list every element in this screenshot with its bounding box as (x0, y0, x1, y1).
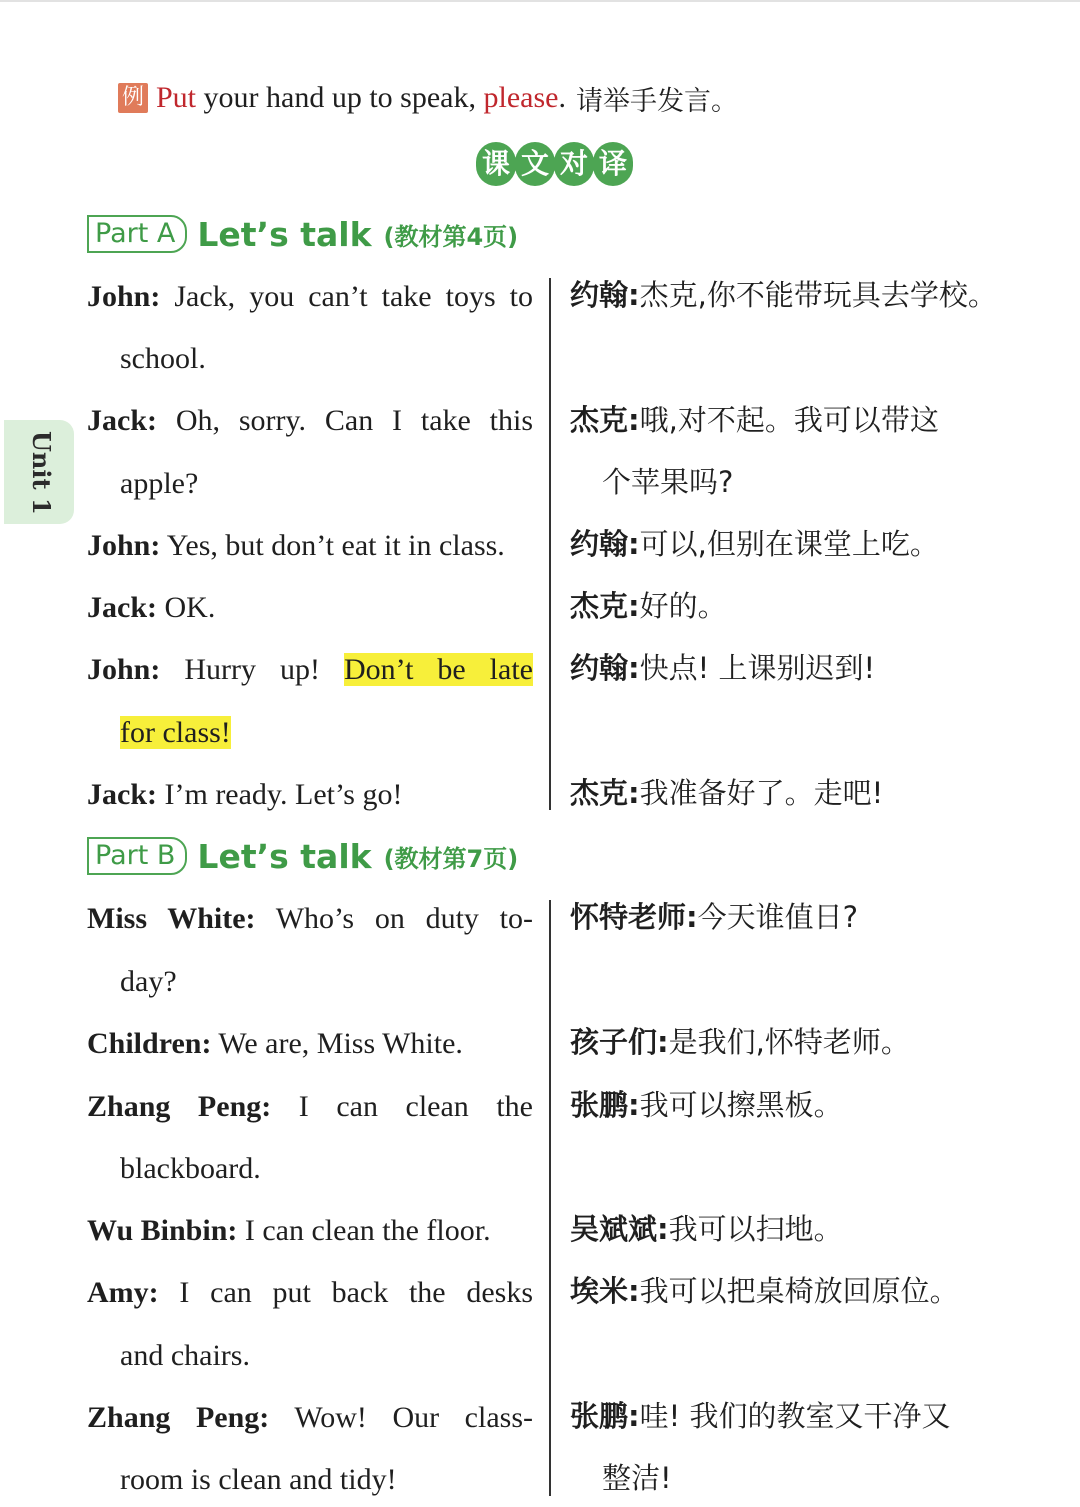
section-pill (476, 142, 632, 186)
dialogue-line: and chairs. (120, 1339, 250, 1372)
translation-line: 杰克:我准备好了。走吧! (570, 776, 884, 810)
pill-char: 课 (476, 142, 516, 186)
dialogue-line: John: Jack, you can’t take toys to (87, 280, 533, 313)
translation-line: 整洁! (602, 1461, 672, 1495)
dialogue-line: Children: We are, Miss White. (87, 1027, 463, 1060)
dialogue-line: Jack: I’m ready. Let’s go! (87, 778, 403, 811)
translation-line: 孩子们:是我们,怀特老师。 (570, 1025, 910, 1059)
translation-line: 约翰:杰克,你不能带玩具去学校。 (570, 278, 997, 312)
translation-line: 张鹏:我可以擦黑板。 (570, 1088, 843, 1122)
translation-line: 怀特老师:今天谁值日? (570, 900, 859, 934)
example-translation: 请举手发言。 (575, 85, 738, 117)
dialogue-line: Jack: OK. (87, 591, 216, 624)
pill-char: 对 (554, 142, 594, 186)
part-a-label: Part A (87, 215, 187, 253)
example-word-put: Put (156, 81, 197, 114)
example-badge: 例 (118, 83, 148, 113)
dialogue-line: Zhang Peng: Wow! Our class- (87, 1401, 533, 1434)
dialogue-line: Amy: I can put back the desks (87, 1276, 533, 1309)
dialogue-line: Zhang Peng: I can clean the (87, 1090, 533, 1123)
example-word-please: please (483, 81, 559, 114)
dialogue-line (120, 706, 533, 760)
example-period: . (558, 81, 566, 114)
dialogue-line: school. (120, 342, 206, 375)
translation-line: 个苹果吗? (602, 465, 734, 499)
pill-char: 译 (593, 142, 633, 186)
part-a-divider (549, 278, 551, 810)
dialogue-line: John: Hurry up! Don’t be late (87, 653, 533, 686)
example-middle: your hand up to speak, (196, 81, 484, 114)
dialogue-line: blackboard. (120, 1152, 261, 1185)
translation-line: 吴斌斌:我可以扫地。 (570, 1212, 843, 1246)
part-b-divider (549, 900, 551, 1496)
dialogue-line: day? (120, 965, 177, 998)
translation-line: 杰克:好的。 (570, 589, 727, 623)
top-border (0, 0, 1080, 2)
dialogue-line: Miss White: Who’s on duty to- (87, 902, 533, 935)
part-a-header (87, 212, 518, 256)
pill-char: 文 (515, 142, 555, 186)
highlighted-phrase: for class! (120, 716, 231, 749)
part-a-title: Let’s talk (197, 214, 372, 254)
example-sentence (118, 76, 738, 120)
translation-line: 杰克:哦,对不起。我可以带这 (570, 403, 939, 437)
dialogue-line: Jack: Oh, sorry. Can I take this (87, 404, 533, 437)
translation-line: 张鹏:哇! 我们的教室又干净又 (570, 1399, 951, 1433)
dialogue-line: Wu Binbin: I can clean the floor. (87, 1214, 491, 1247)
dialogue-line: room is clean and tidy! (120, 1463, 397, 1496)
highlighted-phrase: Don’t be late (343, 653, 533, 686)
dialogue-line: John: Yes, but don’t eat it in class. (87, 529, 505, 562)
translation-line: 埃米:我可以把桌椅放回原位。 (570, 1274, 959, 1308)
part-b-page-ref: (教材第7页) (383, 844, 519, 873)
translation-line: 约翰:可以,但别在课堂上吃。 (570, 527, 939, 561)
part-b-header (87, 834, 518, 878)
part-a-page-ref: (教材第4页) (383, 222, 519, 251)
part-b-title: Let’s talk (197, 836, 372, 876)
dialogue-line: apple? (120, 467, 199, 500)
unit-side-tab (4, 420, 74, 524)
part-b-label: Part B (87, 837, 187, 875)
translation-line: 约翰:快点! 上课别迟到! (570, 651, 876, 685)
unit-label: Unit 1 (27, 431, 56, 515)
